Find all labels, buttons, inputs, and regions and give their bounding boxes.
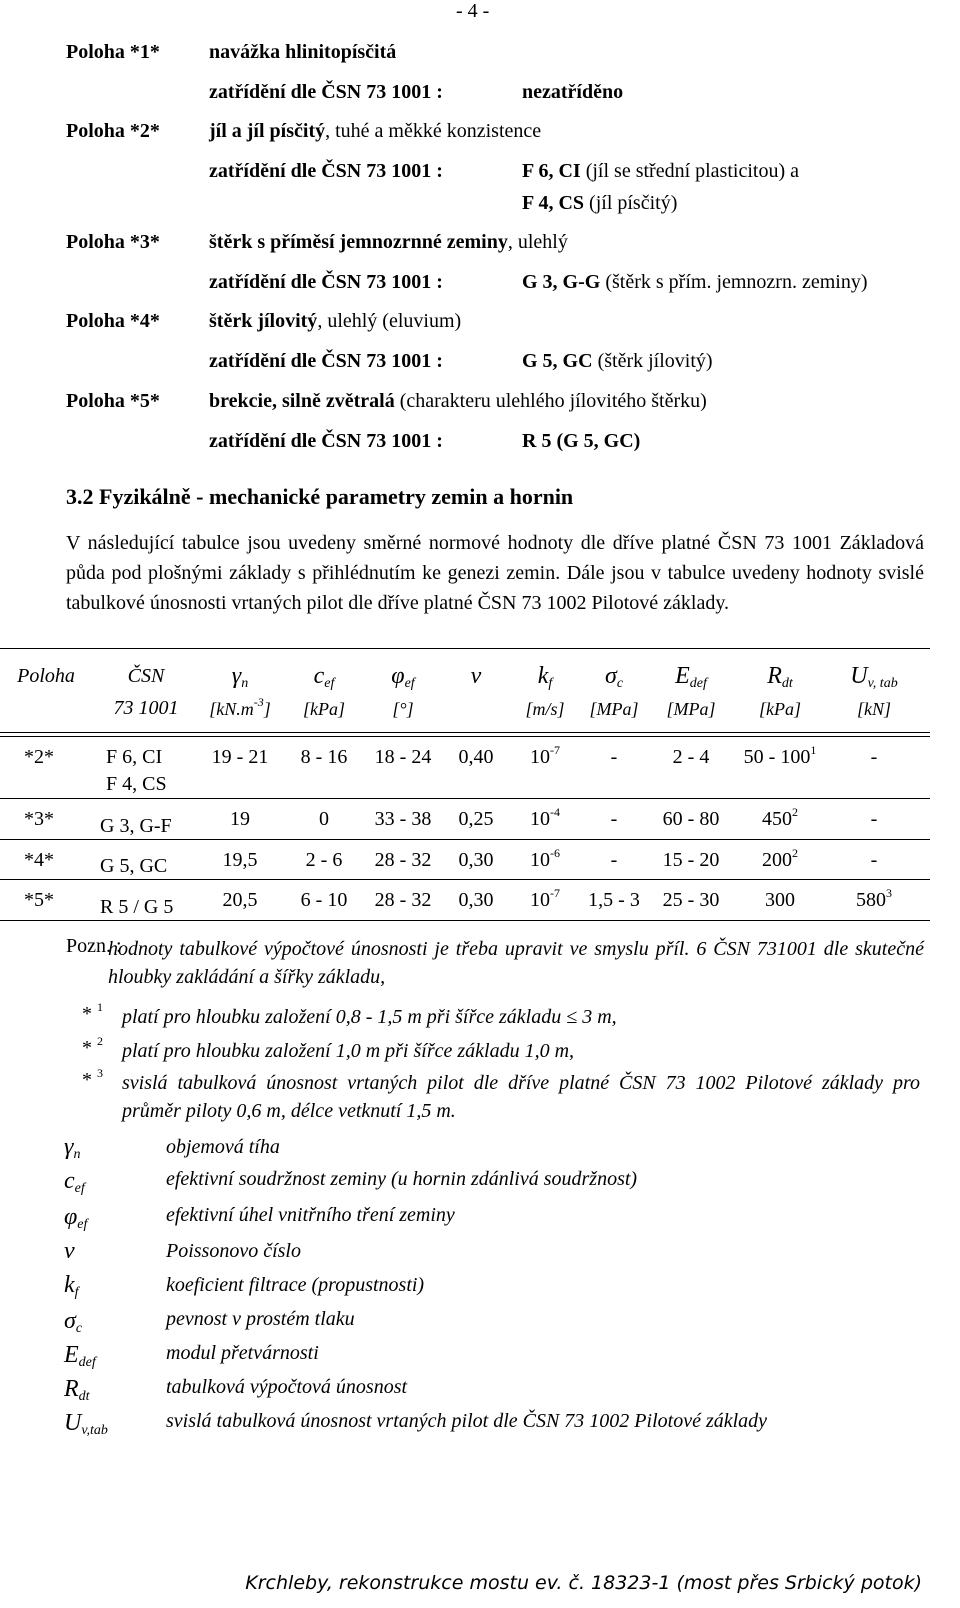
footnote-mark: * $^1$ bbox=[82, 1000, 103, 1025]
classification-value: G 5, GC (štěrk jílovitý) bbox=[522, 350, 713, 372]
page-number: - 4 - bbox=[456, 0, 490, 22]
classification-label: zatřídění dle ČSN 73 1001 : bbox=[209, 160, 443, 182]
position-label: Poloha *4* bbox=[66, 310, 160, 332]
table-rule bbox=[0, 920, 930, 921]
cell-nu: 0,40 bbox=[458, 746, 494, 768]
notes-text: hodnoty tabulkové výpočtové únosnosti je třeba upravit ve smyslu příl. 6 ČSN 731001 dle skutečné hloubky zakládání a šířky základu, bbox=[108, 938, 924, 988]
cell-position: *3* bbox=[24, 808, 54, 830]
section-title: 3.2 Fyzikálně - mechanické parametry zemin a hornin bbox=[66, 484, 574, 509]
cell-kf: $10^{-7}$ bbox=[530, 743, 560, 768]
header-nu: ν bbox=[470, 663, 482, 689]
legend-symbol: $E_{def}$ bbox=[64, 1342, 96, 1370]
legend-definition: efektivní úhel vnitřního tření zeminy bbox=[166, 1204, 455, 1226]
cell-cef: 6 - 10 bbox=[300, 889, 348, 911]
page-footer: Krchleby, rekonstrukce mostu ev. č. 18323-1 (most přes Srbický potok) bbox=[245, 1572, 922, 1594]
legend-symbol: $\gamma_n$ bbox=[64, 1134, 81, 1162]
header-cef: $c_{ef}$ [kPa] bbox=[303, 663, 345, 719]
legend-definition: efektivní soudržnost zeminy (u hornin zdánlivá soudržnost) bbox=[166, 1168, 638, 1190]
position-name: štěrk s příměsí jemnozrnné zeminy, ulehlý bbox=[209, 231, 568, 253]
classification-value-2: F 4, CS (jíl písčitý) bbox=[522, 192, 678, 214]
cell-rdt: $450^2$ bbox=[762, 805, 798, 830]
cell-edef: 15 - 20 bbox=[662, 849, 720, 871]
cell-rdt: 300 bbox=[765, 889, 795, 911]
position-name: navážka hlinitopísčitá bbox=[209, 41, 397, 63]
position-name: štěrk jílovitý, ulehlý (eluvium) bbox=[209, 310, 462, 332]
notes-label: Pozn. : bbox=[66, 935, 122, 957]
legend-definition: tabulková výpočtová únosnost bbox=[166, 1376, 408, 1398]
header-kf: $k_f$ [m/s] bbox=[525, 663, 565, 719]
cell-rdt: $50 - 100^1$ bbox=[743, 743, 817, 768]
cell-gamma: 19,5 bbox=[222, 849, 258, 871]
cell-nu: 0,25 bbox=[458, 808, 494, 830]
cell-phi: 28 - 32 bbox=[374, 849, 432, 871]
legend-symbol: $k_f$ bbox=[64, 1272, 79, 1300]
cell-edef: 25 - 30 bbox=[662, 889, 720, 911]
header-uv: $U_{v, tab}$ [kN] bbox=[850, 663, 898, 719]
cell-gamma: 19 - 21 bbox=[211, 746, 269, 768]
classification-label: zatřídění dle ČSN 73 1001 : bbox=[209, 81, 443, 103]
legend-definition: modul přetvárnosti bbox=[166, 1342, 319, 1364]
cell-csn: G 5, GC bbox=[100, 855, 168, 877]
cell-cef: 8 - 16 bbox=[300, 746, 348, 768]
position-name: jíl a jíl písčitý, tuhé a měkké konzistence bbox=[209, 120, 542, 142]
position-label: Poloha *1* bbox=[66, 41, 160, 63]
classification-label: zatřídění dle ČSN 73 1001 : bbox=[209, 350, 443, 372]
cell-gamma: 19 bbox=[230, 808, 250, 830]
legend-definition: koeficient filtrace (propustnosti) bbox=[166, 1274, 425, 1296]
cell-edef: 60 - 80 bbox=[662, 808, 720, 830]
classification-value: nezatříděno bbox=[522, 81, 624, 103]
cell-sigma: - bbox=[610, 746, 618, 768]
classification-value: R 5 (G 5, GC) bbox=[522, 430, 641, 452]
legend-symbol: $R_{dt}$ bbox=[64, 1376, 90, 1404]
cell-position: *2* bbox=[24, 746, 54, 768]
table-rule bbox=[0, 798, 930, 799]
table-rule bbox=[0, 732, 930, 733]
position-label: Poloha *5* bbox=[66, 390, 160, 412]
header-csn: ČSN 73 1001 bbox=[113, 665, 179, 719]
legend-symbol: $\varphi_{ef}$ bbox=[64, 1204, 88, 1232]
cell-phi: 18 - 24 bbox=[374, 746, 432, 768]
header-sigma: $\sigma_c$ [MPa] bbox=[589, 663, 639, 719]
cell-cef: 0 bbox=[319, 808, 329, 830]
cell-uv: $580^3$ bbox=[856, 886, 892, 911]
legend-symbol: $c_{ef}$ bbox=[64, 1168, 85, 1196]
cell-gamma: 20,5 bbox=[222, 889, 258, 911]
cell-uv: - bbox=[870, 808, 878, 830]
table-rule bbox=[0, 736, 930, 737]
table-rule bbox=[0, 879, 930, 880]
cell-position: *4* bbox=[24, 849, 54, 871]
cell-kf: $10^{-6}$ bbox=[530, 846, 560, 871]
cell-csn: F 6, CI bbox=[106, 746, 163, 768]
cell-phi: 28 - 32 bbox=[374, 889, 432, 911]
classification-label: zatřídění dle ČSN 73 1001 : bbox=[209, 271, 443, 293]
footnote-text: platí pro hloubku založení 1,0 m při šířce základu 1,0 m, bbox=[122, 1040, 575, 1062]
header-phi: $\varphi_{ef}$ [°] bbox=[391, 663, 415, 719]
legend-symbol: ν bbox=[64, 1238, 75, 1264]
footnote-text: svislá tabulková únosnost vrtaných pilot dle dříve platné ČSN 73 1002 Pilotové základy pro průměr piloty 0,6 m, délce vetknutí 1,5 m. bbox=[122, 1072, 920, 1122]
position-name: brekcie, silně zvětralá (charakteru ulehlého jílovitého štěrku) bbox=[209, 390, 707, 412]
cell-sigma: - bbox=[610, 808, 618, 830]
legend-symbol: $\sigma_c$ bbox=[64, 1308, 83, 1336]
cell-uv: - bbox=[870, 849, 878, 871]
cell-sigma: - bbox=[610, 849, 618, 871]
legend-definition: objemová tíha bbox=[166, 1136, 280, 1158]
cell-kf: $10^{-7}$ bbox=[530, 886, 560, 911]
parameters-table bbox=[0, 648, 930, 928]
footnote-text: platí pro hloubku založení 0,8 - 1,5 m při šířce základu ≤ 3 m, bbox=[122, 1006, 617, 1028]
classification-value: F 6, CI (jíl se střední plasticitou) a bbox=[522, 160, 799, 182]
cell-phi: 33 - 38 bbox=[374, 808, 432, 830]
legend-definition: pevnost v prostém tlaku bbox=[166, 1308, 355, 1330]
cell-kf: $10^{-4}$ bbox=[530, 805, 560, 830]
header-rdt: $R_{dt}$ [kPa] bbox=[759, 663, 801, 719]
footnote-mark: * $^3$ bbox=[82, 1066, 103, 1091]
position-label: Poloha *3* bbox=[66, 231, 160, 253]
classification-value: G 3, G-G (štěrk s přím. jemnozrn. zeminy) bbox=[522, 271, 868, 293]
position-label: Poloha *2* bbox=[66, 120, 160, 142]
legend-definition: svislá tabulková únosnost vrtaných pilot dle ČSN 73 1002 Pilotové základy bbox=[166, 1410, 768, 1432]
cell-nu: 0,30 bbox=[458, 889, 494, 911]
header-gamma: $\gamma_n$ $[kN.m^{-3}]$ bbox=[209, 663, 271, 719]
cell-sigma: 1,5 - 3 bbox=[588, 889, 640, 911]
intro-paragraph: V následující tabulce jsou uvedeny směrné normové hodnoty dle dříve platné ČSN 73 1001 Základová půda pod plošnými základy s přihlédnutím ke genezi zemin. Dále jsou v tabulce uvedeny hodnoty svislé tabulkové únosnosti vrtaných pilot dle dříve platné ČSN 73 1002 Pilotové základy. bbox=[66, 532, 924, 614]
cell-csn: F 4, CS bbox=[106, 773, 167, 795]
header-poloha: Poloha bbox=[17, 665, 75, 687]
legend-definition: Poissonovo číslo bbox=[166, 1240, 301, 1262]
table-rule bbox=[0, 839, 930, 840]
cell-csn: R 5 / G 5 bbox=[100, 896, 174, 918]
legend-symbol: $U_{v,tab}$ bbox=[64, 1410, 108, 1438]
cell-csn: G 3, G-F bbox=[100, 815, 172, 837]
table-rule bbox=[0, 648, 930, 649]
classification-label: zatřídění dle ČSN 73 1001 : bbox=[209, 430, 443, 452]
footnote-mark: * $^2$ bbox=[82, 1034, 103, 1059]
header-edef: $E_{def}$ [MPa] bbox=[666, 663, 716, 719]
cell-position: *5* bbox=[24, 889, 54, 911]
cell-edef: 2 - 4 bbox=[672, 746, 710, 768]
cell-nu: 0,30 bbox=[458, 849, 494, 871]
cell-cef: 2 - 6 bbox=[305, 849, 343, 871]
cell-uv: - bbox=[870, 746, 878, 768]
cell-rdt: $200^2$ bbox=[762, 846, 798, 871]
